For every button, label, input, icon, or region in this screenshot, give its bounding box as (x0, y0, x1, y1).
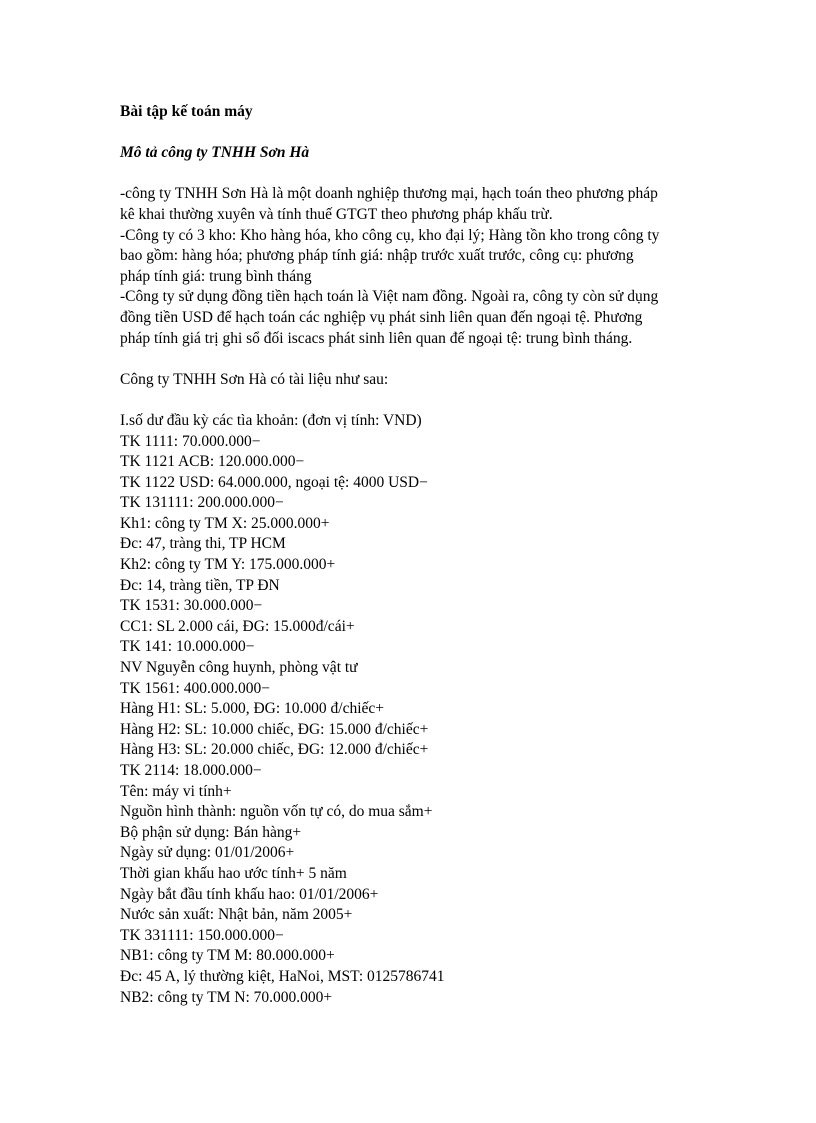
intro-line: Công ty TNHH Sơn Hà có tài liệu như sau: (120, 370, 389, 388)
balances-heading: I.số dư đầu kỳ các tìa khoản: (đơn vị tính: VND) (120, 411, 422, 429)
balance-line: Tên: máy vi tính+ (120, 782, 232, 800)
description-line: -Công ty sử dụng đồng tiền hạch toán là Việt nam đồng. Ngoài ra, công ty còn sử dụng (120, 288, 659, 306)
balance-line: Đc: 45 A, lý thường kiệt, HaNoi, MST: 0125786741 (120, 967, 445, 985)
balance-line: TK 1122 USD: 64.000.000, ngoại tệ: 4000 USD− (120, 473, 428, 491)
description-line: kê khai thường xuyên và tính thuế GTGT theo phương pháp khấu trừ. (120, 205, 553, 223)
document-title: Bài tập kế toán máy (120, 103, 253, 120)
company-heading: Mô tả công ty TNHH Sơn Hà (120, 144, 310, 162)
balance-line: Đc: 47, tràng thi, TP HCM (120, 535, 286, 553)
balance-line: Hàng H1: SL: 5.000, ĐG: 10.000 đ/chiếc+ (120, 700, 385, 718)
balance-line: TK 1561: 400.000.000− (120, 679, 270, 697)
company-description (120, 184, 720, 349)
balance-line: TK 1531: 30.000.000− (120, 597, 263, 615)
balance-line: Kh1: công ty TM X: 25.000.000+ (120, 514, 330, 532)
description-line: -công ty TNHH Sơn Hà là một doanh nghiệp thương mại, hạch toán theo phương pháp (120, 185, 658, 203)
spacer (120, 390, 720, 411)
balance-line: TK 141: 10.000.000− (120, 638, 255, 656)
balance-line: TK 1121 ACB: 120.000.000− (120, 453, 305, 471)
spacer (120, 123, 720, 144)
balance-line: CC1: SL 2.000 cái, ĐG: 15.000đ/cái+ (120, 617, 355, 635)
description-line: pháp tính giá trị ghi sổ đối iscacs phát sinh liên quan đế ngoại tệ: trung bình tháng. (120, 329, 633, 347)
balance-line: NB1: công ty TM M: 80.000.000+ (120, 947, 335, 965)
balance-line: Bộ phận sử dụng: Bán hàng+ (120, 823, 302, 841)
description-line: pháp tính giá: trung bình tháng (120, 267, 312, 285)
balance-line: NB2: công ty TM N: 70.000.000+ (120, 988, 333, 1006)
balance-line: Hàng H3: SL: 20.000 chiếc, ĐG: 12.000 đ/chiếc+ (120, 741, 429, 759)
balance-line: TK 2114: 18.000.000− (120, 762, 262, 779)
balance-line: Thời gian khấu hao ước tính+ 5 năm (120, 864, 347, 882)
description-line: -Công ty có 3 kho: Kho hàng hóa, kho công cụ, kho đại lý; Hàng tồn kho trong công ty (120, 226, 660, 244)
spacer (120, 164, 720, 185)
description-line: bao gồm: hàng hóa; phương pháp tính giá: nhập trước xuất trước, công cụ: phương (120, 247, 634, 265)
opening-balances-list (120, 411, 720, 1008)
balance-line: NV Nguyễn công huynh, phòng vật tư (120, 659, 358, 677)
balance-line: Đc: 14, tràng tiền, TP ĐN (120, 576, 280, 594)
document-page (120, 102, 720, 1008)
balance-line: TK 331111: 150.000.000− (120, 926, 284, 944)
description-line: đồng tiền USD để hạch toán các nghiệp vụ phát sinh liên quan đến ngoại tệ. Phương (120, 308, 643, 326)
balance-line: Hàng H2: SL: 10.000 chiếc, ĐG: 15.000 đ/chiếc+ (120, 720, 429, 738)
spacer (120, 349, 720, 370)
balance-line: Ngày sử dụng: 01/01/2006+ (120, 844, 295, 862)
balance-line: Kh2: công ty TM Y: 175.000.000+ (120, 556, 336, 574)
balance-line: Ngày bắt đầu tính khấu hao: 01/01/2006+ (120, 885, 379, 903)
balance-line: TK 1111: 70.000.000− (120, 432, 261, 450)
balance-line: Nước sản xuất: Nhật bản, năm 2005+ (120, 906, 353, 924)
balance-line: Nguồn hình thành: nguồn vốn tự có, do mua sắm+ (120, 803, 433, 821)
balance-line: TK 131111: 200.000.000− (120, 494, 284, 512)
